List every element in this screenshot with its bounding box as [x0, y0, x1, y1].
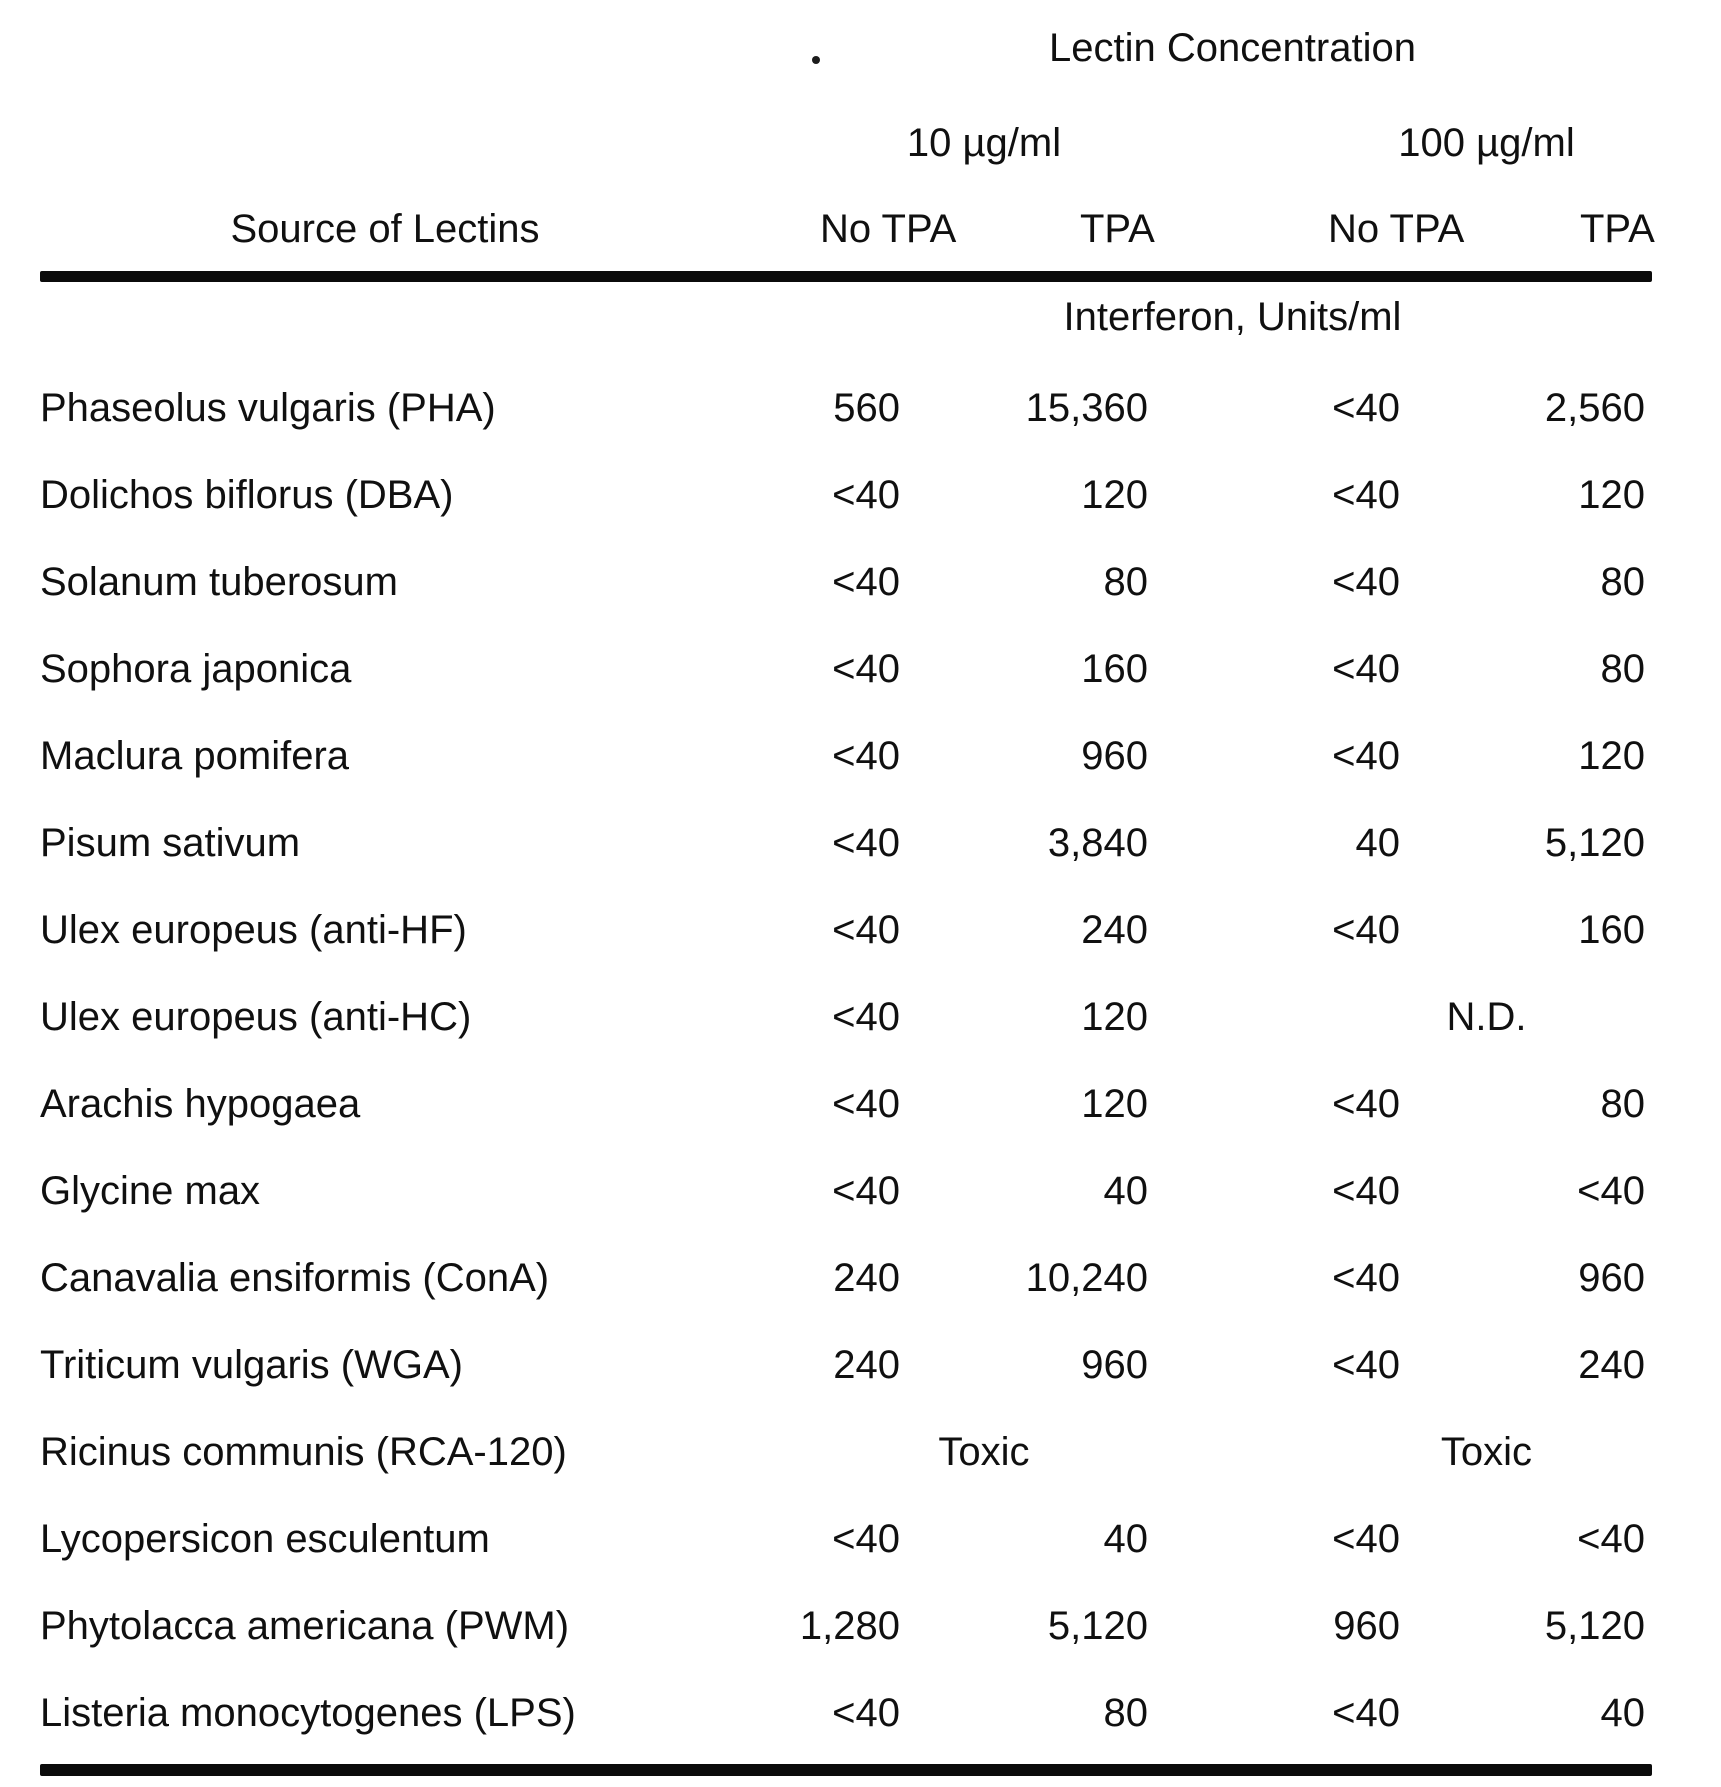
value-cell: <40 [832, 473, 900, 517]
value-cell: <40 [832, 995, 900, 1039]
value-cell: <40 [1332, 647, 1400, 691]
value-cell: <40 [1332, 734, 1400, 778]
value-cell: <40 [832, 1082, 900, 1126]
value-cell: <40 [1332, 1517, 1400, 1561]
value-cell: 40 [1355, 821, 1400, 865]
no-tpa-header-10: No TPA [820, 207, 957, 251]
value-cell: 960 [1333, 1604, 1400, 1648]
table-title: Lectin Concentration [1049, 26, 1416, 70]
value-cell: 960 [1578, 1256, 1645, 1300]
table-row [40, 1496, 1652, 1583]
value-cell: 1,280 [799, 1604, 900, 1648]
value-cell: <40 [1332, 908, 1400, 952]
value-cell: <40 [1577, 1169, 1645, 1213]
value-cell: 40 [1103, 1517, 1148, 1561]
value-cell: <40 [832, 821, 900, 865]
value-cell: <40 [1332, 473, 1400, 517]
value-cell: 120 [1081, 473, 1148, 517]
value-cell: <40 [832, 734, 900, 778]
value-cell: 80 [1103, 1691, 1148, 1735]
value-cell: <40 [1332, 1343, 1400, 1387]
value-cell: <40 [832, 1169, 900, 1213]
lectin-source-label: Ulex europeus (anti-HC) [40, 995, 472, 1039]
lectin-source-label: Maclura pomifera [40, 734, 350, 778]
value-cell: 560 [833, 386, 900, 430]
merged-value-cell: Toxic [938, 1430, 1030, 1474]
value-cell: 40 [1103, 1169, 1148, 1213]
value-cell: 3,840 [1047, 821, 1148, 865]
table-row [40, 887, 1652, 974]
source-of-lectins-header: Source of Lectins [230, 207, 540, 251]
value-cell: 80 [1103, 560, 1148, 604]
spacer-cell [40, 119, 640, 167]
table-row [40, 1322, 1652, 1409]
lectin-source-label: Ulex europeus (anti-HF) [40, 908, 467, 952]
value-cell: 960 [1081, 1343, 1148, 1387]
table-body [40, 365, 1652, 1757]
value-cell: <40 [1332, 560, 1400, 604]
value-cell: 2,560 [1544, 386, 1645, 430]
value-cell: 120 [1578, 473, 1645, 517]
value-cell: <40 [832, 908, 900, 952]
lectin-source-label: Listeria monocytogenes (LPS) [40, 1691, 576, 1735]
column-header-row [40, 205, 1655, 253]
header-rule [40, 271, 1652, 282]
lectin-table [40, 0, 1655, 1776]
value-cell: 10,240 [1025, 1256, 1148, 1300]
value-cell: <40 [832, 1517, 900, 1561]
value-cell: 240 [833, 1256, 900, 1300]
value-cell: 160 [1081, 647, 1148, 691]
lectin-source-label: Triticum vulgaris (WGA) [40, 1343, 463, 1387]
value-cell: 80 [1600, 560, 1645, 604]
lectin-source-label: Sophora japonica [40, 647, 352, 691]
lectin-source-label: Phytolacca americana (PWM) [40, 1604, 570, 1648]
merged-value-cell: Toxic [1440, 1430, 1533, 1474]
lectin-source-label: Ricinus communis (RCA-120) [40, 1430, 567, 1474]
value-cell: <40 [1332, 1082, 1400, 1126]
value-cell: 80 [1600, 1082, 1645, 1126]
concentration-100-header: 100 µg/ml [1398, 121, 1575, 165]
value-cell: <40 [1332, 1691, 1400, 1735]
value-cell: 960 [1081, 734, 1148, 778]
table-row [40, 713, 1652, 800]
value-cell: 5,120 [1047, 1604, 1148, 1648]
value-cell: 160 [1578, 908, 1645, 952]
lectin-source-label: Canavalia ensiformis (ConA) [40, 1256, 550, 1300]
lectin-source-label: Solanum tuberosum [40, 560, 398, 604]
value-cell: 120 [1081, 995, 1148, 1039]
table-row [40, 1235, 1652, 1322]
value-cell: 5,120 [1544, 1604, 1645, 1648]
value-cell: <40 [832, 647, 900, 691]
table-row [40, 974, 1652, 1061]
footer-rule [40, 1764, 1652, 1776]
value-cell: 120 [1081, 1082, 1148, 1126]
value-cell: 240 [1081, 908, 1148, 952]
value-cell: 240 [1578, 1343, 1645, 1387]
table-row [40, 1583, 1652, 1670]
value-cell: 80 [1600, 647, 1645, 691]
tpa-header-100: TPA [1580, 207, 1655, 251]
table-row [40, 1148, 1652, 1235]
lectin-source-label: Dolichos biflorus (DBA) [40, 473, 454, 517]
value-cell: <40 [1577, 1517, 1645, 1561]
merged-value-cell: N.D. [1446, 995, 1527, 1039]
units-caption-row [40, 293, 1652, 341]
value-cell: 40 [1600, 1691, 1645, 1735]
table-title-row [40, 24, 1652, 72]
units-caption: Interferon, Units/ml [1063, 295, 1402, 339]
lectin-source-label: Glycine max [40, 1169, 261, 1213]
table-row [40, 1409, 1652, 1496]
table-row [40, 452, 1652, 539]
table-row [40, 800, 1652, 887]
value-cell: 120 [1578, 734, 1645, 778]
lectin-source-label: Phaseolus vulgaris (PHA) [40, 386, 496, 430]
value-cell: <40 [1332, 386, 1400, 430]
table-row [40, 365, 1652, 452]
lectin-source-label: Lycopersicon esculentum [40, 1517, 490, 1561]
value-cell: 15,360 [1025, 386, 1148, 430]
lectin-source-label: Arachis hypogaea [40, 1082, 361, 1126]
value-cell: <40 [832, 1691, 900, 1735]
value-cell: 240 [833, 1343, 900, 1387]
value-cell: 5,120 [1544, 821, 1645, 865]
tpa-header-10: TPA [1080, 207, 1155, 251]
table-row [40, 1670, 1652, 1757]
table-row [40, 1061, 1652, 1148]
table-row [40, 626, 1652, 713]
no-tpa-header-100: No TPA [1328, 207, 1465, 251]
table-row [40, 539, 1652, 626]
concentration-header-row [40, 119, 1652, 167]
value-cell: <40 [1332, 1169, 1400, 1213]
concentration-10-header: 10 µg/ml [906, 121, 1062, 165]
value-cell: <40 [832, 560, 900, 604]
value-cell: <40 [1332, 1256, 1400, 1300]
lectin-source-label: Pisum sativum [40, 821, 301, 865]
